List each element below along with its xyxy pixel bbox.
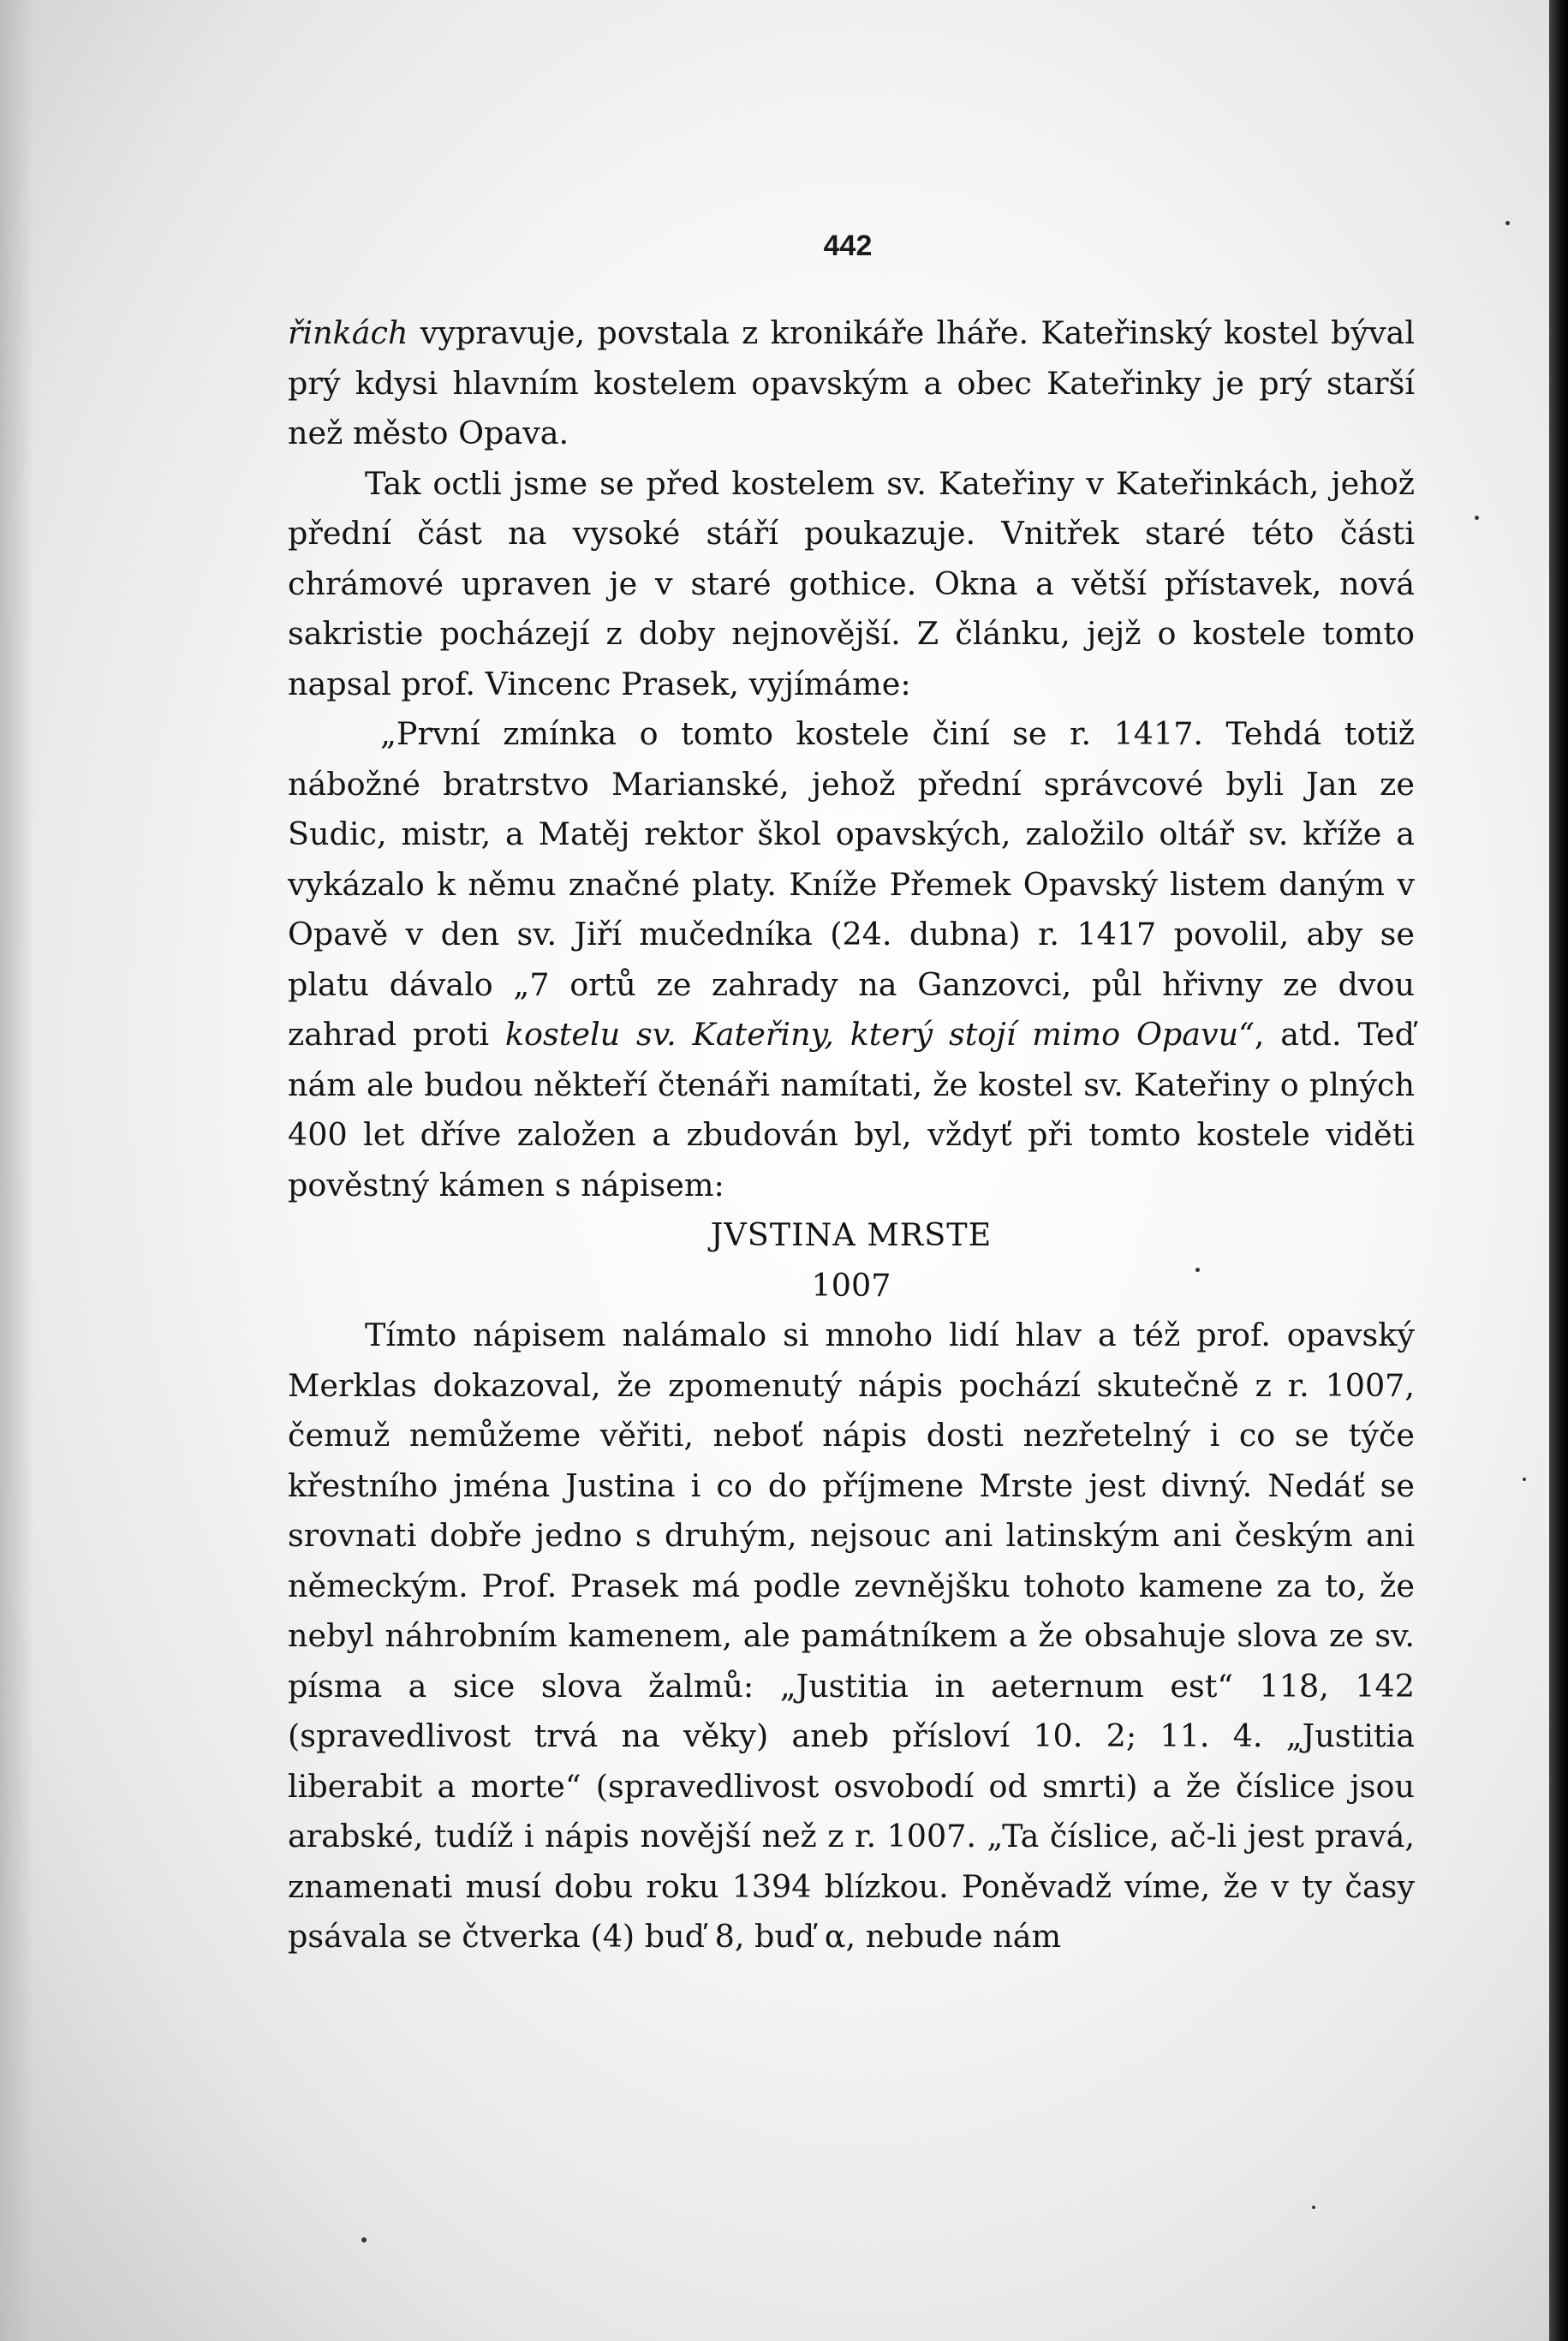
scan-speck	[1312, 2206, 1315, 2209]
paragraph-2	[288, 459, 1415, 710]
paragraph-3	[288, 709, 1415, 1210]
scan-speck	[1475, 516, 1479, 520]
page-shadow-left	[0, 0, 34, 2341]
paragraph-4: Tímto nápisem nalámalo si mnoho lidí hlav a též prof. opavský Merklas dokazoval, že zpomenutý nápis pochází skutečně z r. 1007, čemuž nemůžeme věřiti, neboť nápis dosti nezřetelný i co se týče křestního jména Justina i co do příjmene Mrste jest divný. Nedáť se srovnati dobře jedno s druhým, nejsouc ani latinským ani českým ani německým. Prof. Prasek má podle zevnějšku tohoto kamene za to, že nebyl náhrobním kamenem, ale památníkem a že obsahuje slova ze sv. písma a sice slova žalmů: „Justitia in aeternum est“ 118, 142 (spravedlivost trvá na věky) aneb přísloví 10. 2; 11. 4. „Justitia liberabit a morte“ (spravedlivost osvobodí od smrti) a že číslice jsou arabské, tudíž i nápis novější než z r. 1007. „Ta číslice, ač-li jest pravá, znamenati musí dobu roku 1394 blízkou. Poněvadž víme, že v ty časy psávala se čtverka (4) buď 8, buď α, nebude nám	[288, 1317, 1415, 1955]
paragraph-1-italic-lead: řinkách	[288, 314, 408, 351]
paragraph-3-italic: kostelu sv. Kateřiny, který stojí mimo Opavu“	[504, 1016, 1255, 1053]
page-binding-edge	[1549, 0, 1568, 2341]
paragraph-2-text: Tak octli jsme se před kostelem sv. Kateřiny v Kateřinkách, jehož přední část na vysoké stáří poukazuje. Vnitřek staré této části chrámové upraven je v staré gothice. Okna a větší přístavek, nová sakristie pocházejí z doby nejnovější. Z článku, jejž o kostele tomto napsal prof. Vincenc Prasek, vyjímáme:	[288, 464, 1415, 702]
inscription-line-1: JVSTINA MRSTE	[710, 1216, 993, 1253]
scan-speck	[1505, 221, 1510, 225]
scan-speck	[1523, 1478, 1526, 1481]
scan-speck	[361, 2237, 367, 2242]
body-text	[288, 308, 1415, 1962]
paragraph-3-text-b: , atd. Teď nám ale budou někteří čtenáři namítati, že kostel sv. Kateřiny o plných 400 let dříve založen a zbudován byl, vždyť při tomto kostele viděti pověstný kámen s nápisem:	[288, 1016, 1415, 1203]
page-number: 442	[823, 230, 873, 262]
inscription-line-2: 1007	[811, 1266, 891, 1304]
scan-speck	[1195, 1268, 1200, 1272]
paragraph-1	[288, 308, 1415, 459]
paragraph-3-text-a: „První zmínka o tomto kostele činí se r. 1417. Tehdá totiž nábožné bratrstvo Marianské, jehož přední správcové byli Jan ze Sudic, mistr, a Matěj rektor škol opavských, založilo oltář sv. kříže a vykázalo k němu značné platy. Kníže Přemek Opavský listem daným v Opavě v den sv. Jiří mučedníka (24. dubna) r. 1417 povolil, aby se platu dávalo „7 ortů ze zahrady na Ganzovci, půl hřivny ze dvou zahrad proti	[288, 715, 1415, 1053]
paragraph-1-text: vypravuje, povstala z kronikáře lháře. Kateřinský kostel býval prý kdysi hlavním kostelem opavským a obec Kateřinky je prý starší než město Opava.	[288, 314, 1415, 451]
